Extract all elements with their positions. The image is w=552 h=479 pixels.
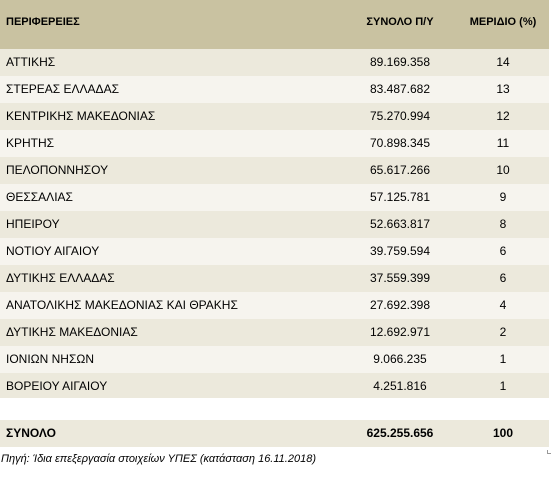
total-cell: 4.251.816 (373, 379, 427, 393)
header-region: ΠΕΡΙΦΕΡΕΙΕΣ (6, 16, 80, 28)
header-total: ΣΥΝΟΛΟ Π/Υ (366, 16, 434, 28)
region-cell: ΣΤΕΡΕΑΣ ΕΛΛΑΔΑΣ (6, 82, 119, 96)
region-cell: ΔΥΤΙΚΗΣ ΕΛΛΑΔΑΣ (6, 271, 115, 285)
share-cell: 13 (496, 82, 510, 96)
total-cell: 83.487.682 (369, 82, 431, 96)
region-cell: ΝΟΤΙΟΥ ΑΙΓΑΙΟΥ (6, 244, 100, 258)
share-cell: 6 (499, 271, 507, 285)
region-cell: ΔΥΤΙΚΗΣ ΜΑΚΕΔΟΝΙΑΣ (6, 325, 138, 339)
spacer-row (0, 398, 549, 420)
share-cell: 8 (499, 217, 507, 231)
region-cell: ΚΡΗΤΗΣ (6, 136, 55, 150)
grand-total-cell: 625.255.656 (366, 426, 434, 440)
total-cell: 12.692.971 (369, 325, 431, 339)
table-row (0, 346, 549, 373)
table-row (0, 103, 549, 130)
share-cell: 12 (496, 109, 510, 123)
region-cell: ΗΠΕΙΡΟΥ (6, 217, 60, 231)
table-row (0, 157, 549, 184)
region-cell: ΘΕΣΣΑΛΙΑΣ (6, 190, 73, 204)
total-cell: 57.125.781 (369, 190, 431, 204)
region-cell: ΑΤΤΙΚΗΣ (6, 55, 56, 69)
table-header (0, 0, 549, 52)
share-cell: 1 (499, 352, 507, 366)
region-cell: ΑΝΑΤΟΛΙΚΗΣ ΜΑΚΕΔΟΝΙΑΣ ΚΑΙ ΘΡΑΚΗΣ (6, 298, 238, 312)
total-share-cell: 100 (492, 426, 514, 440)
total-cell: 65.617.266 (369, 163, 431, 177)
table-row (0, 211, 549, 238)
table-row (0, 265, 549, 292)
share-cell: 11 (496, 136, 510, 150)
total-row (0, 420, 549, 447)
source-note: Πηγή: Ίδια επεξεργασία στοιχείων ΥΠΕΣ (κατάσταση 16.11.2018) (1, 453, 316, 465)
share-cell: 6 (499, 244, 507, 258)
table-row (0, 130, 549, 157)
total-cell: 27.692.398 (369, 298, 431, 312)
header-share: ΜΕΡΙΔΙΟ (%) (469, 16, 537, 28)
total-cell: 89.169.358 (369, 55, 431, 69)
share-cell: 1 (499, 379, 507, 393)
total-label: ΣΥΝΟΛΟ (6, 426, 56, 440)
corner-mark (547, 450, 551, 454)
share-cell: 2 (499, 325, 507, 339)
total-cell: 70.898.345 (369, 136, 431, 150)
total-cell: 37.559.399 (369, 271, 431, 285)
total-cell: 75.270.994 (369, 109, 431, 123)
share-cell: 9 (499, 190, 507, 204)
table-row (0, 373, 549, 400)
table-row (0, 49, 549, 76)
region-cell: ΠΕΛΟΠΟΝΝΗΣΟΥ (6, 163, 109, 177)
table-row (0, 238, 549, 265)
table-row (0, 184, 549, 211)
table-row (0, 76, 549, 103)
share-cell: 10 (496, 163, 510, 177)
share-cell: 4 (499, 298, 507, 312)
total-cell: 52.663.817 (369, 217, 431, 231)
table-row (0, 319, 549, 346)
table-row (0, 292, 549, 319)
region-cell: ΒΟΡΕΙΟΥ ΑΙΓΑΙΟΥ (6, 379, 108, 393)
region-cell: ΙΟΝΙΩΝ ΝΗΣΩΝ (6, 352, 95, 366)
share-cell: 14 (496, 55, 510, 69)
region-cell: ΚΕΝΤΡΙΚΗΣ ΜΑΚΕΔΟΝΙΑΣ (6, 109, 156, 123)
total-cell: 9.066.235 (373, 352, 427, 366)
total-cell: 39.759.594 (369, 244, 431, 258)
